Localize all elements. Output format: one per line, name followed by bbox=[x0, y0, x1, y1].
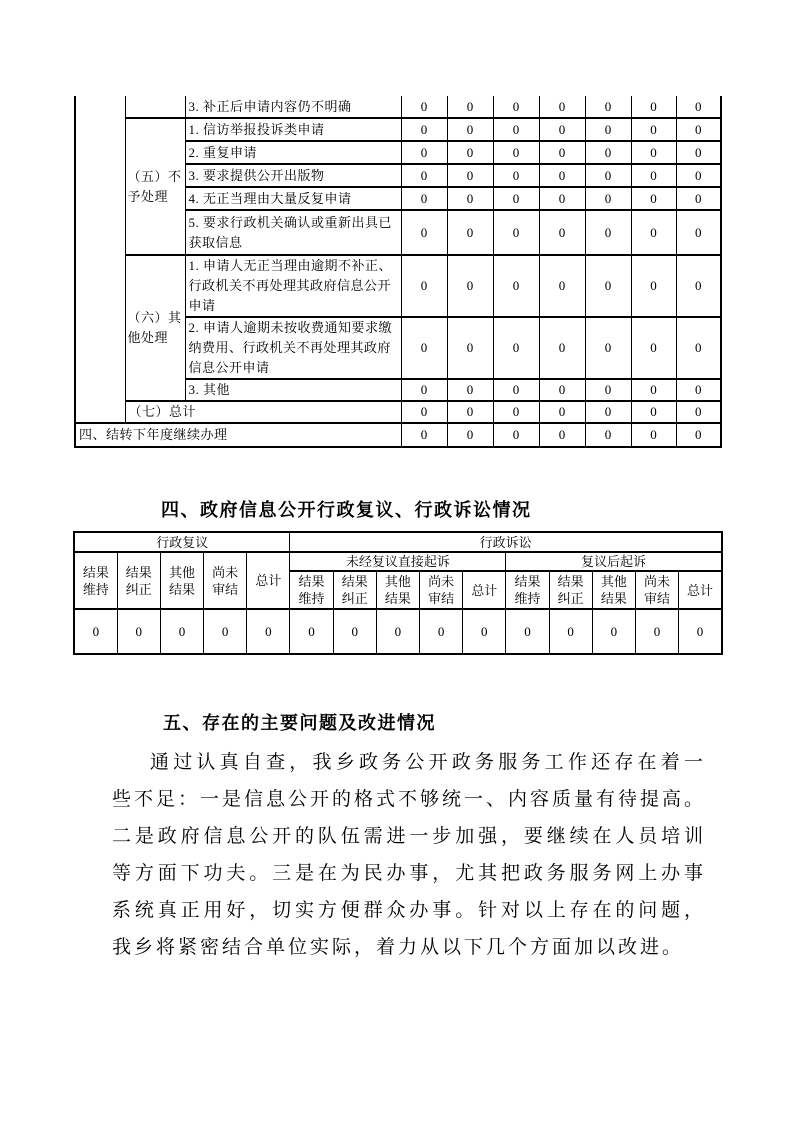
header-result: 尚未审结 bbox=[635, 571, 678, 609]
value-cell: 0 bbox=[585, 118, 631, 141]
value-cell: 0 bbox=[585, 141, 631, 164]
value-cell: 0 bbox=[506, 609, 549, 654]
value-cell: 0 bbox=[539, 401, 585, 423]
row-label-total: （七）总计 bbox=[125, 401, 401, 423]
header-litigation: 行政诉讼 bbox=[290, 532, 722, 552]
header-review: 行政复议 bbox=[74, 532, 290, 552]
header-result: 结果维持 bbox=[506, 571, 549, 609]
paragraph-line: 系统真正用好，切实方便群众办事。针对以上存在的问题， bbox=[112, 900, 706, 921]
value-cell: 0 bbox=[447, 317, 493, 379]
value-cell: 0 bbox=[493, 423, 539, 447]
header-result: 结果维持 bbox=[290, 571, 333, 609]
value-cell: 0 bbox=[247, 609, 290, 654]
table-row bbox=[75, 401, 721, 423]
value-cell: 0 bbox=[401, 141, 447, 164]
value-cell: 0 bbox=[493, 118, 539, 141]
value-cell: 0 bbox=[631, 118, 676, 141]
value-cell: 0 bbox=[447, 187, 493, 210]
row-label: 1. 申请人无正当理由逾期不补正、行政机关不再处理其政府信息公开申请 bbox=[185, 255, 401, 317]
value-cell: 0 bbox=[401, 401, 447, 423]
paragraph-line: 二是政府信息公开的队伍需进一步加强，要继续在人员培训 bbox=[112, 826, 706, 847]
header-result: 结果维持 bbox=[74, 552, 117, 609]
section5-title: 五、存在的主要问题及改进情况 bbox=[163, 713, 436, 733]
header-result: 其他结果 bbox=[160, 552, 203, 609]
value-cell: 0 bbox=[117, 609, 160, 654]
value-cell: 0 bbox=[447, 255, 493, 317]
header-direct-suit: 未经复议直接起诉 bbox=[290, 552, 506, 571]
header-after-review-suit: 复议后起诉 bbox=[506, 552, 722, 571]
value-cell: 0 bbox=[447, 401, 493, 423]
value-cell: 0 bbox=[676, 255, 721, 317]
header-result: 总计 bbox=[247, 552, 290, 609]
value-cell: 0 bbox=[493, 317, 539, 379]
value-cell: 0 bbox=[401, 379, 447, 401]
value-cell: 0 bbox=[401, 187, 447, 210]
value-cell: 0 bbox=[376, 609, 419, 654]
row-label: 4. 无正当理由大量反复申请 bbox=[185, 187, 401, 210]
row-label: 3. 补正后申请内容仍不明确 bbox=[185, 96, 401, 118]
value-cell: 0 bbox=[493, 210, 539, 255]
group-cell-six: （六）其他处理 bbox=[125, 255, 185, 401]
header-result: 尚未审结 bbox=[420, 571, 463, 609]
value-cell: 0 bbox=[676, 210, 721, 255]
header-result: 总计 bbox=[679, 571, 722, 609]
value-cell: 0 bbox=[585, 379, 631, 401]
value-cell: 0 bbox=[539, 317, 585, 379]
value-cell: 0 bbox=[676, 317, 721, 379]
value-cell: 0 bbox=[74, 609, 117, 654]
value-cell: 0 bbox=[676, 96, 721, 118]
value-cell: 0 bbox=[160, 609, 203, 654]
value-cell: 0 bbox=[401, 210, 447, 255]
header-result: 其他结果 bbox=[592, 571, 635, 609]
header-result: 尚未审结 bbox=[204, 552, 247, 609]
value-cell: 0 bbox=[631, 164, 676, 187]
value-cell: 0 bbox=[290, 609, 333, 654]
header-result: 其他结果 bbox=[376, 571, 419, 609]
table-row bbox=[75, 255, 721, 317]
value-cell: 0 bbox=[493, 379, 539, 401]
row-label: 3. 要求提供公开出版物 bbox=[185, 164, 401, 187]
table-data-row bbox=[74, 609, 722, 654]
value-cell: 0 bbox=[401, 96, 447, 118]
table-row bbox=[75, 118, 721, 141]
value-cell: 0 bbox=[585, 255, 631, 317]
value-cell: 0 bbox=[585, 164, 631, 187]
value-cell: 0 bbox=[463, 609, 506, 654]
table-header-row bbox=[74, 552, 722, 571]
value-cell: 0 bbox=[447, 118, 493, 141]
value-cell: 0 bbox=[676, 423, 721, 447]
value-cell: 0 bbox=[420, 609, 463, 654]
value-cell: 0 bbox=[631, 96, 676, 118]
value-cell: 0 bbox=[539, 255, 585, 317]
group-cell-five: （五）不予处理 bbox=[125, 118, 185, 255]
group-cell-prev bbox=[125, 96, 185, 118]
value-cell: 0 bbox=[631, 401, 676, 423]
value-cell: 0 bbox=[539, 96, 585, 118]
review-litigation-table bbox=[73, 531, 723, 655]
value-cell: 0 bbox=[539, 187, 585, 210]
value-cell: 0 bbox=[493, 187, 539, 210]
value-cell: 0 bbox=[447, 379, 493, 401]
value-cell: 0 bbox=[401, 317, 447, 379]
value-cell: 0 bbox=[447, 141, 493, 164]
value-cell: 0 bbox=[539, 379, 585, 401]
value-cell: 0 bbox=[631, 255, 676, 317]
value-cell: 0 bbox=[204, 609, 247, 654]
value-cell: 0 bbox=[539, 210, 585, 255]
value-cell: 0 bbox=[631, 423, 676, 447]
value-cell: 0 bbox=[631, 141, 676, 164]
value-cell: 0 bbox=[401, 255, 447, 317]
disclosure-handling-table bbox=[74, 96, 722, 448]
table-header-row bbox=[74, 532, 722, 552]
value-cell: 0 bbox=[539, 423, 585, 447]
value-cell: 0 bbox=[539, 141, 585, 164]
value-cell: 0 bbox=[493, 96, 539, 118]
value-cell: 0 bbox=[549, 609, 592, 654]
row-label: 5. 要求行政机关确认或重新出具已获取信息 bbox=[185, 210, 401, 255]
section5-paragraph bbox=[112, 744, 706, 966]
paragraph-line: 我乡将紧密结合单位实际，着力从以下几个方面加以改进。 bbox=[112, 937, 685, 958]
value-cell: 0 bbox=[493, 141, 539, 164]
row-label: 1. 信访举报投诉类申请 bbox=[185, 118, 401, 141]
value-cell: 0 bbox=[676, 141, 721, 164]
value-cell: 0 bbox=[493, 401, 539, 423]
table-row bbox=[75, 96, 721, 118]
row-label-carryover: 四、结转下年度继续办理 bbox=[75, 423, 401, 447]
paragraph-line: 通过认真自查，我乡政务公开政务服务工作还存在着一 bbox=[150, 752, 706, 773]
value-cell: 0 bbox=[401, 164, 447, 187]
value-cell: 0 bbox=[493, 255, 539, 317]
paragraph-line: 些不足：一是信息公开的格式不够统一、内容质量有待提高。 bbox=[112, 789, 707, 810]
section4-title: 四、政府信息公开行政复议、行政诉讼情况 bbox=[161, 500, 532, 520]
value-cell: 0 bbox=[635, 609, 678, 654]
value-cell: 0 bbox=[401, 423, 447, 447]
value-cell: 0 bbox=[447, 164, 493, 187]
row-label: 3. 其他 bbox=[185, 379, 401, 401]
value-cell: 0 bbox=[401, 118, 447, 141]
paragraph-line: 等方面下功夫。三是在为民办事，尤其把政务服务网上办事 bbox=[112, 863, 706, 884]
value-cell: 0 bbox=[676, 164, 721, 187]
value-cell: 0 bbox=[631, 210, 676, 255]
value-cell: 0 bbox=[585, 401, 631, 423]
value-cell: 0 bbox=[631, 187, 676, 210]
value-cell: 0 bbox=[539, 118, 585, 141]
value-cell: 0 bbox=[676, 118, 721, 141]
value-cell: 0 bbox=[676, 401, 721, 423]
header-result: 结果纠正 bbox=[549, 571, 592, 609]
value-cell: 0 bbox=[679, 609, 722, 654]
value-cell: 0 bbox=[585, 423, 631, 447]
value-cell: 0 bbox=[333, 609, 376, 654]
table-row bbox=[75, 423, 721, 447]
left-span-cell bbox=[75, 96, 125, 423]
value-cell: 0 bbox=[493, 164, 539, 187]
header-result: 结果纠正 bbox=[117, 552, 160, 609]
value-cell: 0 bbox=[631, 379, 676, 401]
value-cell: 0 bbox=[447, 210, 493, 255]
value-cell: 0 bbox=[631, 317, 676, 379]
value-cell: 0 bbox=[585, 210, 631, 255]
value-cell: 0 bbox=[585, 96, 631, 118]
value-cell: 0 bbox=[676, 187, 721, 210]
header-result: 结果纠正 bbox=[333, 571, 376, 609]
header-result: 总计 bbox=[463, 571, 506, 609]
row-label: 2. 重复申请 bbox=[185, 141, 401, 164]
value-cell: 0 bbox=[539, 164, 585, 187]
value-cell: 0 bbox=[585, 317, 631, 379]
row-label: 2. 申请人逾期未按收费通知要求缴纳费用、行政机关不再处理其政府信息公开申请 bbox=[185, 317, 401, 379]
value-cell: 0 bbox=[447, 96, 493, 118]
value-cell: 0 bbox=[447, 423, 493, 447]
value-cell: 0 bbox=[592, 609, 635, 654]
value-cell: 0 bbox=[585, 187, 631, 210]
value-cell: 0 bbox=[676, 379, 721, 401]
